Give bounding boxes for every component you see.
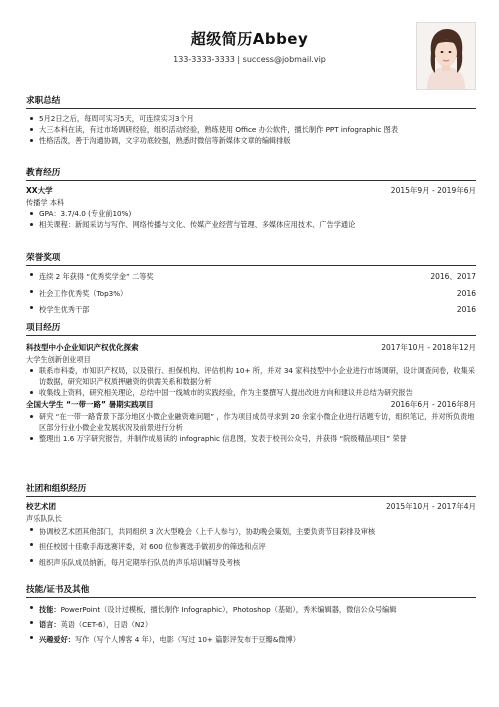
award-item: 社会工作优秀奖（Top3%） <box>26 286 127 303</box>
list-item: 相关课程：新闻采访与写作、网络传播与文化、传媒产业经营与管理、多媒体应用技术、广告学通论 <box>26 219 476 230</box>
club-name: 校艺术团 <box>26 502 56 511</box>
project-role: 大学生创新创业项目 <box>26 354 91 364</box>
school-name: XX大学 <box>26 186 53 195</box>
skill-label: 兴趣爱好： <box>39 635 75 644</box>
project-date: 2017年10月 - 2018年12月 <box>381 343 476 352</box>
award-item: 连续 2 年获得 “优秀奖学金” 二等奖 <box>26 269 154 286</box>
section-title: 荣誉奖项 <box>26 252 476 266</box>
club-role: 声乐队队长 <box>26 513 62 523</box>
skill-text: 写作（写个人博客 4 年），电影（写过 10+ 篇影评发布于豆瓣&微博） <box>74 635 300 644</box>
award-date: 2016 <box>456 288 476 298</box>
skill-text: PowerPoint（设计过模板，擅长制作 Infographic），Photoshop（基础），秀米编辑器，微信公众号编辑 <box>60 605 397 614</box>
list-item: 联系市科委，市知识产权局，以及银行、担保机构、评估机构 10+ 所，并对 34 家科技型中小企业进行市场调研，设计调查问卷，收集采访数据，研究知识产权质押融资的供需关系和数据分析 <box>26 365 476 387</box>
project-name: 全国大学生 “一带一路” 暑期实践项目 <box>26 400 154 410</box>
section-projects <box>26 322 476 444</box>
list-item: GPA：3.7/4.0 (专业前10%) <box>26 208 476 219</box>
list-item: 收集线上资料，研究相关理论，总结中国一线城市的实践经验，作为主要撰写人提出改进方向和建议并总结为研究报告 <box>26 387 476 398</box>
project-date: 2016年6月 - 2016年8月 <box>390 400 476 410</box>
list-item: 整理出 1.6 万字研究报告，并制作成易读的 infographic 信息图，发表于校刊公众号，并获得 “院级精品项目” 荣誉 <box>26 433 476 444</box>
skill-item <box>26 617 476 632</box>
list-item: 研究 “在一带一路背景下部分地区小微企业融资难问题” ，作为项目成员寻求到 20 余家小微企业进行话题专访，组织笔记，并对所负责地区部分行业小微企业发展状况及前景进行分析 <box>26 411 476 433</box>
skill-label: 语言： <box>39 620 61 629</box>
skill-item <box>26 632 476 647</box>
section-title: 求职总结 <box>26 95 476 109</box>
skill-label: 技能： <box>39 605 61 614</box>
section-awards <box>26 252 476 319</box>
skill-item <box>26 602 476 617</box>
section-clubs <box>26 483 476 570</box>
award-date: 2016、2017 <box>430 272 476 281</box>
list-item: 协调校艺术团其他部门，共同组织 3 次大型晚会（上千人参与），协助晚会策划，主要负责节目彩排及审核 <box>26 524 476 540</box>
award-date: 2016 <box>456 305 476 314</box>
list-item: 组织声乐队成员纳新，每月定期举行队员的声乐培训辅导及考核 <box>26 555 476 571</box>
project-name: 科技型中小企业知识产权优化探索 <box>26 343 139 352</box>
section-title: 社团和组织经历 <box>26 483 476 497</box>
section-title: 技能/证书及其他 <box>26 584 476 598</box>
list-item: 担任校园十佳歌手海选赛评委，对 600 位参赛选手做初步的筛选和点评 <box>26 539 476 555</box>
award-item: 校学生优秀干部 <box>26 302 89 319</box>
section-skills <box>26 584 476 647</box>
club-date: 2015年10月 - 2017年4月 <box>386 502 476 511</box>
list-item: 大三本科在读，有过市场调研经验，组织活动经验，熟练使用 Office 办公软件，擅长制作 PPT infographic 图表 <box>26 124 476 135</box>
education-date: 2015年9月 - 2019年6月 <box>390 186 476 195</box>
portrait-image <box>417 23 475 89</box>
candidate-name: 超级简历Abbey <box>190 30 309 48</box>
contact-info: 133-3333-3333 | success@jobmail.vip <box>173 55 326 64</box>
section-title: 教育经历 <box>26 167 476 181</box>
section-education <box>26 167 476 230</box>
section-title: 项目经历 <box>26 322 476 336</box>
major: 传播学 本科 <box>26 197 65 207</box>
profile-photo <box>416 22 476 90</box>
list-item: 5月2日之后，每周可实习5天，可连续实习3个月 <box>26 113 476 124</box>
section-objective <box>26 95 476 147</box>
skill-text: 英语（CET-6），日语（N2） <box>60 620 153 629</box>
list-item: 性格活泼，善于沟通协调，文字功底较强，熟悉时微信等新媒体文章的编辑排版 <box>26 135 476 146</box>
